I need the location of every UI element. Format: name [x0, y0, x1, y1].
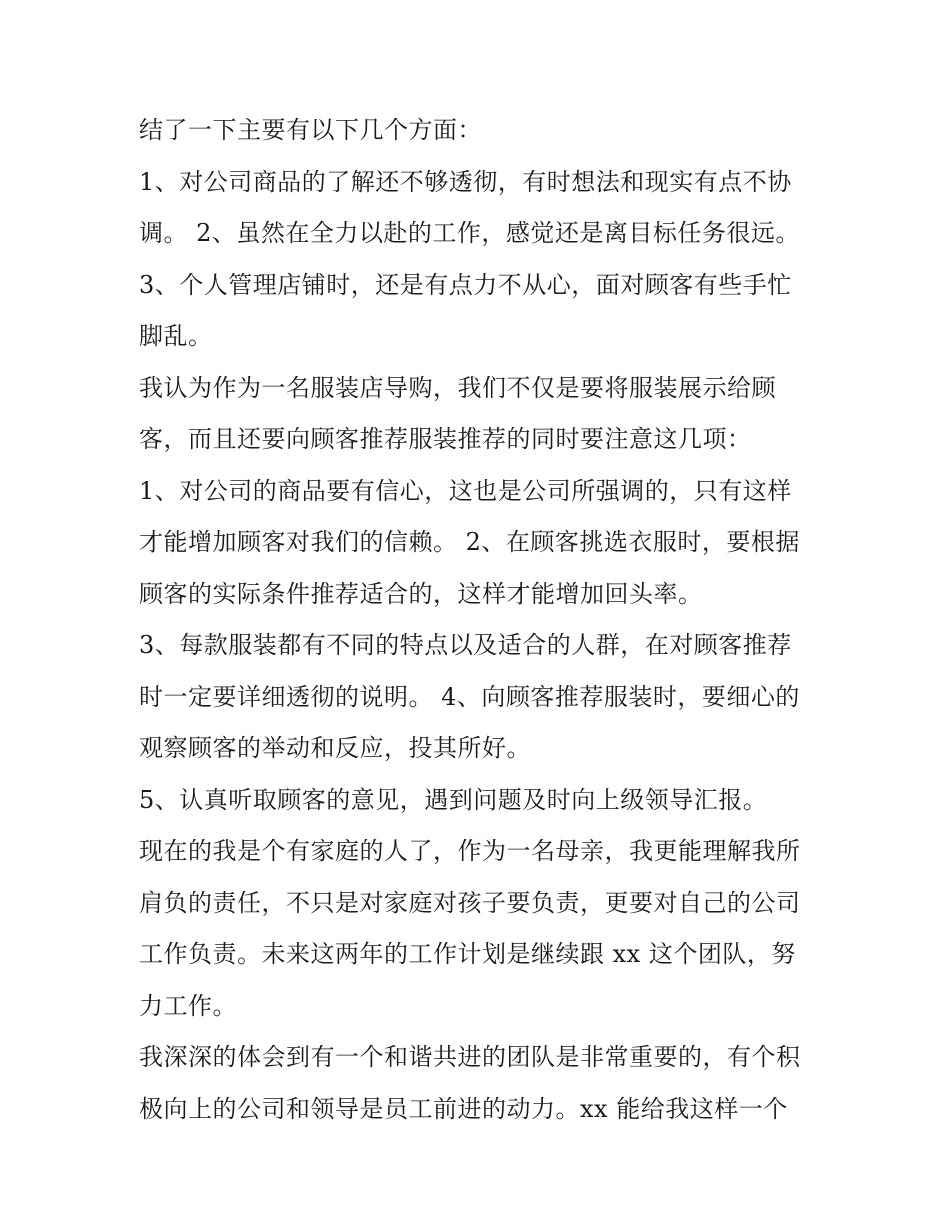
- text-line: 现在的我是个有家庭的人了，作为一名母亲，我更能理解我所: [139, 837, 801, 865]
- text-line: 1、对公司商品的了解还不够透彻，有时想法和现实有点不协: [139, 167, 792, 196]
- text-line: 力工作。: [139, 991, 237, 1020]
- text-line: 肩负的责任，不只是对家庭对孩子要负责，更要对自己的公司: [139, 888, 801, 917]
- text-line: 客，而且还要向顾客推荐服装推荐的同时要注意这几项：: [139, 425, 752, 453]
- document-body: [139, 105, 819, 1135]
- text-line: 结了一下主要有以下几个方面：: [139, 116, 482, 144]
- text-line: 我认为作为一名服装店导购，我们不仅是要将服装展示给顾: [139, 373, 776, 402]
- text-line: 3、每款服装都有不同的特点以及适合的人群，在对顾客推荐: [139, 631, 792, 659]
- text-line: 调。 2、虽然在全力以赴的工作，感觉还是离目标任务很远。: [139, 219, 800, 247]
- text-line: 才能增加顾客对我们的信赖。 2、在顾客挑选衣服时，要根据: [139, 528, 800, 556]
- text-line: 我深深的体会到有一个和谐共进的团队是非常重要的，有个积: [139, 1043, 801, 1071]
- text-line: 工作负责。未来这两年的工作计划是继续跟 xx 这个团队，努: [139, 940, 796, 968]
- text-line: 5、认真听取顾客的意见，遇到问题及时向上级领导汇报。: [139, 785, 768, 814]
- text-line: 3、个人管理店铺时，还是有点力不从心，面对顾客有些手忙: [139, 270, 792, 299]
- text-line: 极向上的公司和领导是员工前进的动力。xx 能给我这样一个: [139, 1094, 788, 1123]
- text-line: 脚乱。: [139, 322, 213, 350]
- text-line: 观察顾客的举动和反应，投其所好。: [139, 734, 531, 762]
- text-line: 1、对公司的商品要有信心，这也是公司所强调的，只有这样: [139, 476, 792, 505]
- text-line: 顾客的实际条件推荐适合的，这样才能增加回头率。: [139, 579, 703, 608]
- text-line: 时一定要详细透彻的说明。 4、向顾客推荐服装时，要细心的: [139, 682, 800, 711]
